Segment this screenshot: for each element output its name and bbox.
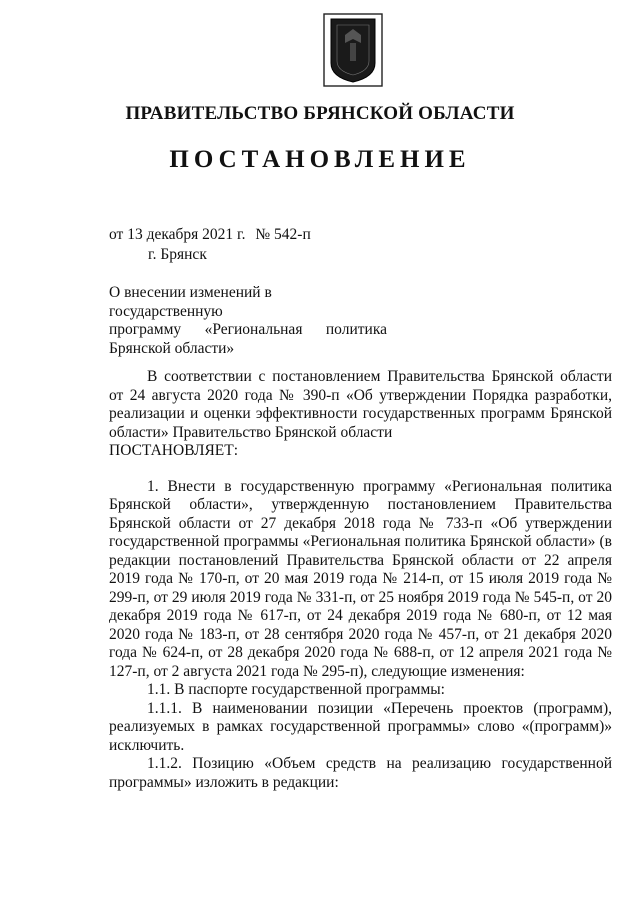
- clause-1: 1. Внести в государственную программу «Региональная политика Брянской области», утвержденную постановлением Правительства Брянской области от 27 декабря 2018 года № 733-п «Об утверждении государственной программы «Региональная политика Брянской области» (в редакции постановлений Правительства Брянской области от 22 апреля 2019 года № 170-п, от 20 мая 2019 года № 214-п, от 15 июля 2019 года № 299-п, от 29 июля 2019 года № 331-п, от 25 ноября 2019 года № 545-п, от 20 декабря 2019 года № 617-п, от 24 декабря 2019 года № 680-п, от 12 мая 2020 года № 183-п, от 28 сентября 2020 года № 457-п, от 21 декабря 2020 года № 624-п, от 28 декабря 2020 года № 688-п, от 12 апреля 2021 года № 127-п, от 2 августа 2021 года № 295-п), следующие изменения:: [109, 477, 612, 680]
- decree-city: г. Брянск: [148, 246, 207, 263]
- emblem: [322, 12, 384, 88]
- clause-1-1-2: 1.1.2. Позицию «Объем средств на реализацию государственной программы» изложить в редакции:: [109, 755, 612, 791]
- decree-date-number: [109, 226, 317, 244]
- clause-1-1-1: 1.1.1. В наименовании позиции «Перечень проектов (программ), реализуемых в рамках государственной программы» слово «(программ)» исключить.: [109, 699, 612, 754]
- document-type-title: ПОСТАНОВЛЕНИЕ: [169, 146, 471, 173]
- decree-subject: [109, 284, 387, 358]
- subject-line: О внесении изменений в государственную: [109, 284, 272, 320]
- subject-line: программу «Региональная политика: [109, 321, 387, 338]
- resolves-heading: ПОСТАНОВЛЯЕТ:: [109, 442, 239, 459]
- government-name: ПРАВИТЕЛЬСТВО БРЯНСКОЙ ОБЛАСТИ: [125, 103, 515, 124]
- subject-line: Брянской области»: [109, 339, 235, 357]
- preamble-paragraph: В соответствии с постановлением Правительства Брянской области от 24 августа 2020 года № 390-п «Об утверждении Порядка разработки, реализации и оценки эффективности государственных программ Брянской области» Правительство Брянской области: [109, 368, 612, 441]
- decree-body: [109, 368, 612, 792]
- clause-1-1: 1.1. В паспорте государственной программы:: [147, 681, 445, 698]
- decree-number: № 542-п: [255, 226, 311, 243]
- decree-date: от 13 декабря 2021 г.: [109, 226, 246, 243]
- bryansk-coat-of-arms-icon: [323, 13, 383, 87]
